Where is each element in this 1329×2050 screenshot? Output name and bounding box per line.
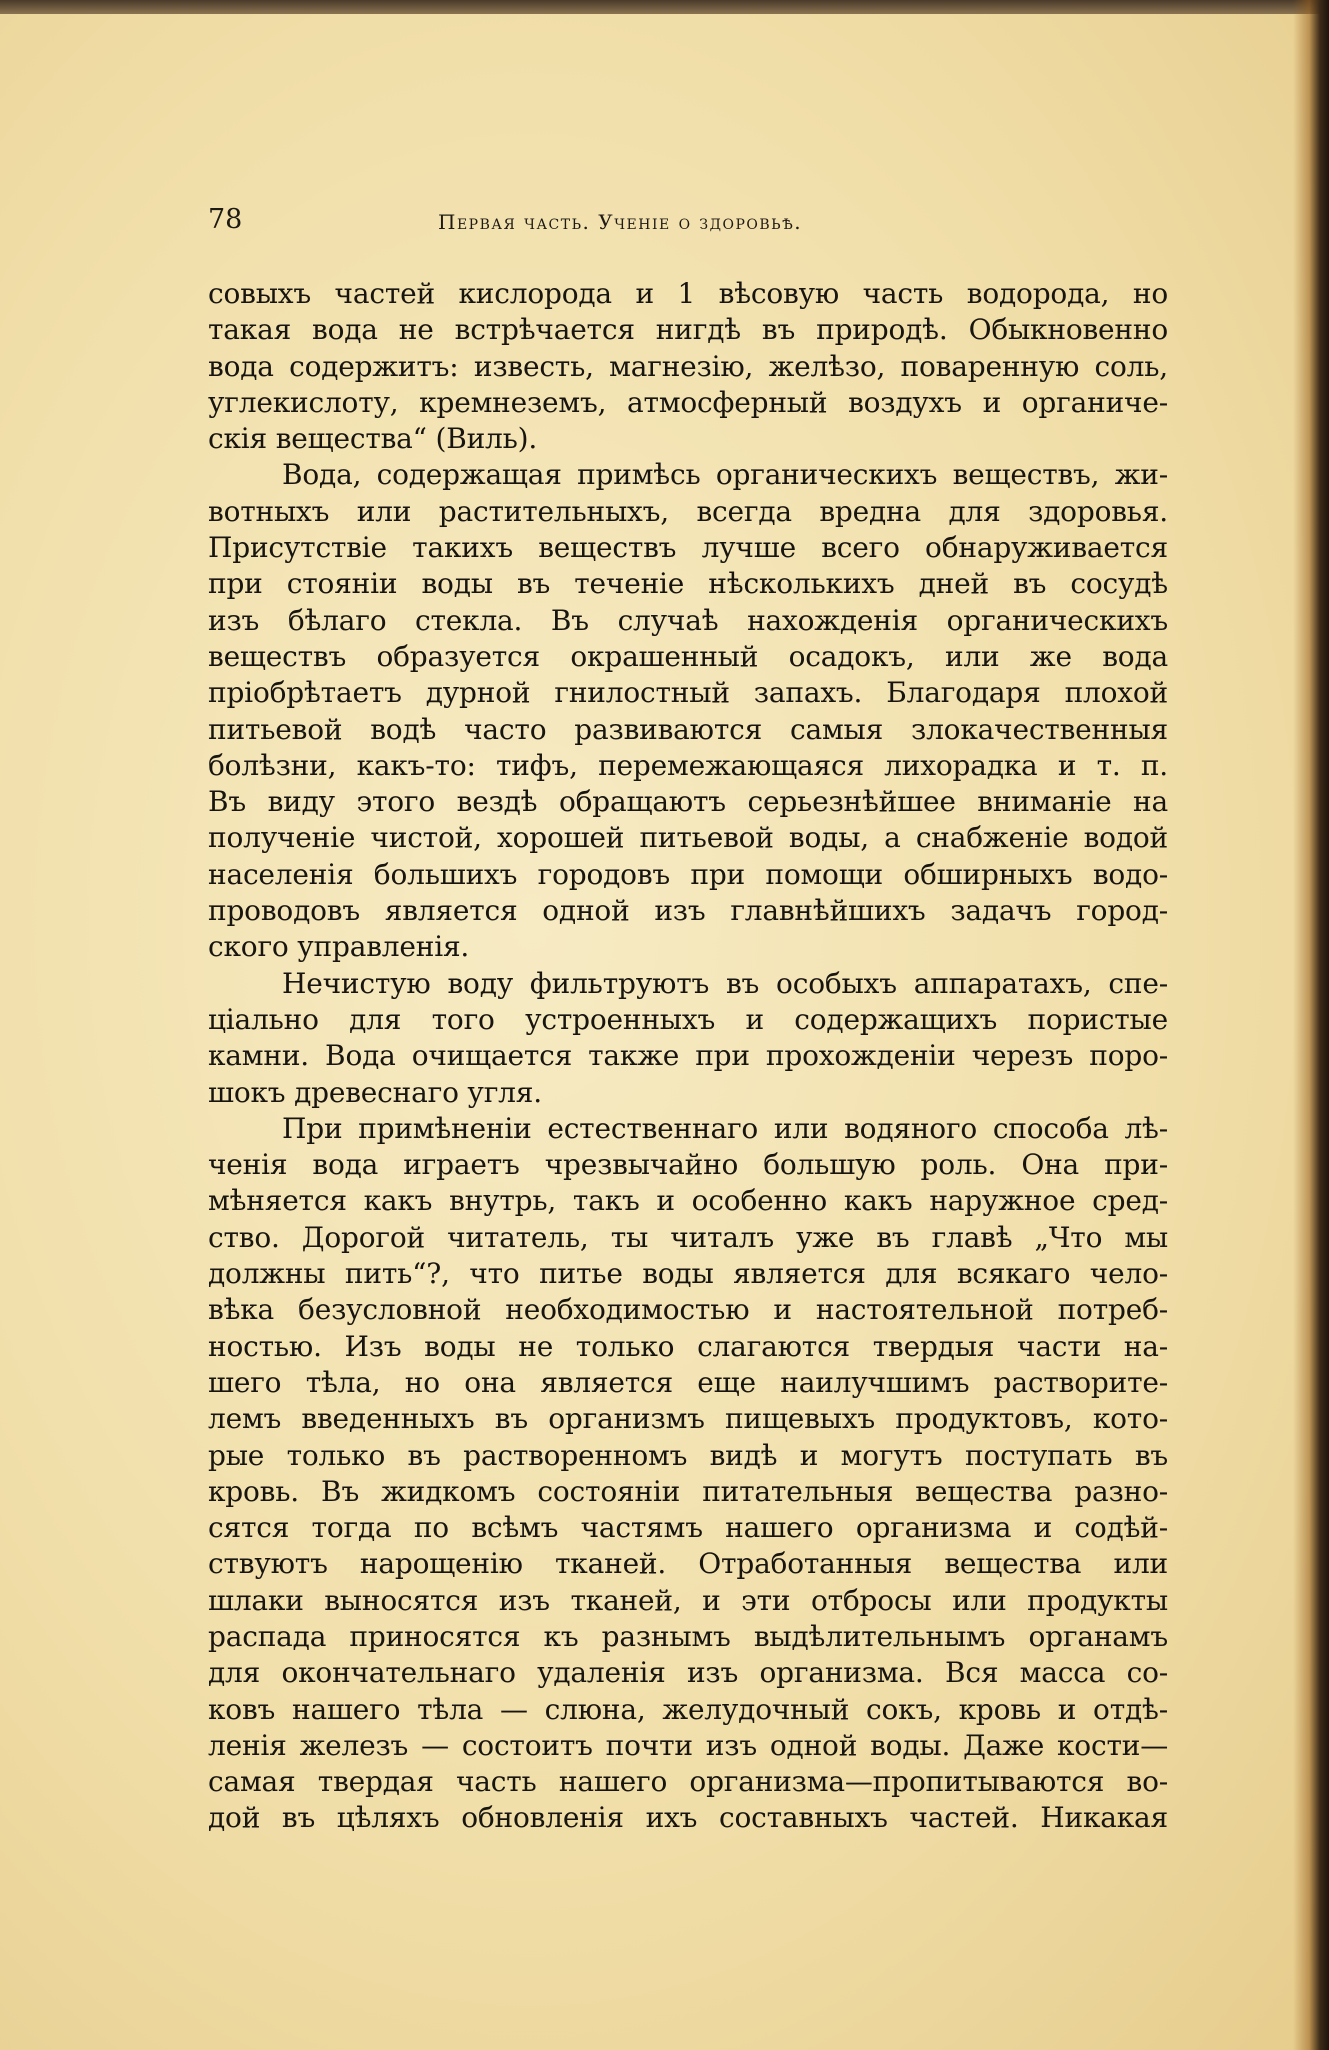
text-line: Присутствіе такихъ веществъ лучше всего обнаруживается xyxy=(208,531,1168,565)
text-line: рые только въ растворенномъ видѣ и могутъ поступать въ xyxy=(208,1438,1168,1472)
running-head-title: Первая часть. Ученіе о здоровьѣ. xyxy=(438,210,803,234)
text-line: полученіе чистой, хорошей питьевой воды, а снабженіе водой xyxy=(208,821,1168,855)
text-line: скія вещества“ (Виль). xyxy=(208,422,538,456)
page-right-edge-shadow xyxy=(1293,0,1329,2050)
text-line: пріобрѣтаетъ дурной гнилостный запахъ. Благодаря плохой xyxy=(208,676,1168,710)
text-line: населенія большихъ городовъ при помощи обширныхъ водо- xyxy=(208,857,1168,891)
text-line: шего тѣла, но она является еще наилучшимъ растворите- xyxy=(208,1365,1168,1399)
text-line: для окончательнаго удаленія изъ организма. Вся масса со- xyxy=(208,1656,1168,1690)
text-line: ство. Дорогой читатель, ты читалъ уже въ главѣ „Что мы xyxy=(208,1220,1168,1254)
text-line: такая вода не встрѣчается нигдѣ въ природѣ. Обыкновенно xyxy=(208,313,1168,347)
text-line: при стояніи воды въ теченіе нѣсколькихъ дней въ сосудѣ xyxy=(208,567,1168,601)
text-line: ціально для того устроенныхъ и содержащихъ пористые xyxy=(208,1002,1168,1036)
text-line: дой въ цѣляхъ обновленія ихъ составныхъ частей. Никакая xyxy=(208,1801,1168,1835)
text-line: ленія железъ — состоитъ почти изъ одной воды. Даже кости— xyxy=(208,1728,1168,1762)
running-head xyxy=(208,200,1168,240)
text-line: кровь. Въ жидкомъ состояніи питательныя вещества разно- xyxy=(208,1474,1168,1508)
text-line: Въ виду этого вездѣ обращаютъ серьезнѣйшее вниманіе на xyxy=(208,785,1168,819)
text-line: болѣзни, какъ-то: тифъ, перемежающаяся лихорадка и т. п. xyxy=(208,748,1168,782)
page-number: 78 xyxy=(208,204,243,235)
text-line: лемъ введенныхъ въ организмъ пищевыхъ продуктовъ, кото- xyxy=(208,1402,1168,1436)
text-line: камни. Вода очищается также при прохожденіи черезъ поро- xyxy=(208,1039,1168,1073)
page-top-edge xyxy=(0,0,1329,14)
text-line: углекислоту, кремнеземъ, атмосферный воздухъ и органиче- xyxy=(208,385,1168,419)
text-line: шокъ древеснаго угля. xyxy=(208,1075,542,1109)
text-line: совыхъ частей кислорода и 1 вѣсовую часть водорода, но xyxy=(208,277,1168,310)
text-line: проводовъ является одной изъ главнѣйшихъ задачъ город- xyxy=(208,894,1168,928)
text-line: ствуютъ нарощенію тканей. Отработанныя вещества или xyxy=(208,1547,1168,1581)
text-line: питьевой водѣ часто развиваются самыя злокачественныя xyxy=(208,712,1168,746)
text-line: веществъ образуется окрашенный осадокъ, или же вода xyxy=(208,639,1168,673)
text-line: вода содержитъ: известь, магнезію, желѣзо, поваренную соль, xyxy=(208,349,1168,383)
text-line: сятся тогда по всѣмъ частямъ нашего организма и содѣй- xyxy=(208,1511,1168,1545)
text-line: самая твердая часть нашего организма—пропитываются во- xyxy=(208,1765,1168,1799)
text-line: ковъ нашего тѣла — слюна, желудочный сокъ, кровь и отдѣ- xyxy=(208,1692,1168,1726)
text-line: Нечистую воду фильтруютъ въ особыхъ аппаратахъ, спе- xyxy=(282,966,1168,1000)
text-line: вотныхъ или растительныхъ, всегда вредна для здоровья. xyxy=(208,494,1168,528)
text-line: шлаки выносятся изъ тканей, и эти отбросы или продукты xyxy=(208,1583,1168,1617)
text-line: ченія вода играетъ чрезвычайно большую роль. Она при- xyxy=(208,1148,1168,1182)
text-line: распада приносятся къ разнымъ выдѣлительнымъ органамъ xyxy=(208,1619,1168,1653)
text-line: изъ бѣлаго стекла. Въ случаѣ нахожденія органическихъ xyxy=(208,603,1168,637)
text-line: должны пить“?, что питье воды является для всякаго чело- xyxy=(208,1257,1168,1291)
text-line: Вода, содержащая примѣсь органическихъ веществъ, жи- xyxy=(282,458,1168,492)
body-text xyxy=(208,276,1168,1837)
text-line: ностью. Изъ воды не только слагаются твердыя части на- xyxy=(208,1329,1168,1363)
text-line: При примѣненіи естественнаго или водяного способа лѣ- xyxy=(282,1111,1168,1145)
text-line: мѣняется какъ внутрь, такъ и особенно какъ наружное сред- xyxy=(208,1184,1168,1218)
text-line: вѣка безусловной необходимостью и настоятельной потреб- xyxy=(208,1293,1168,1327)
text-line: ского управленія. xyxy=(208,930,470,964)
